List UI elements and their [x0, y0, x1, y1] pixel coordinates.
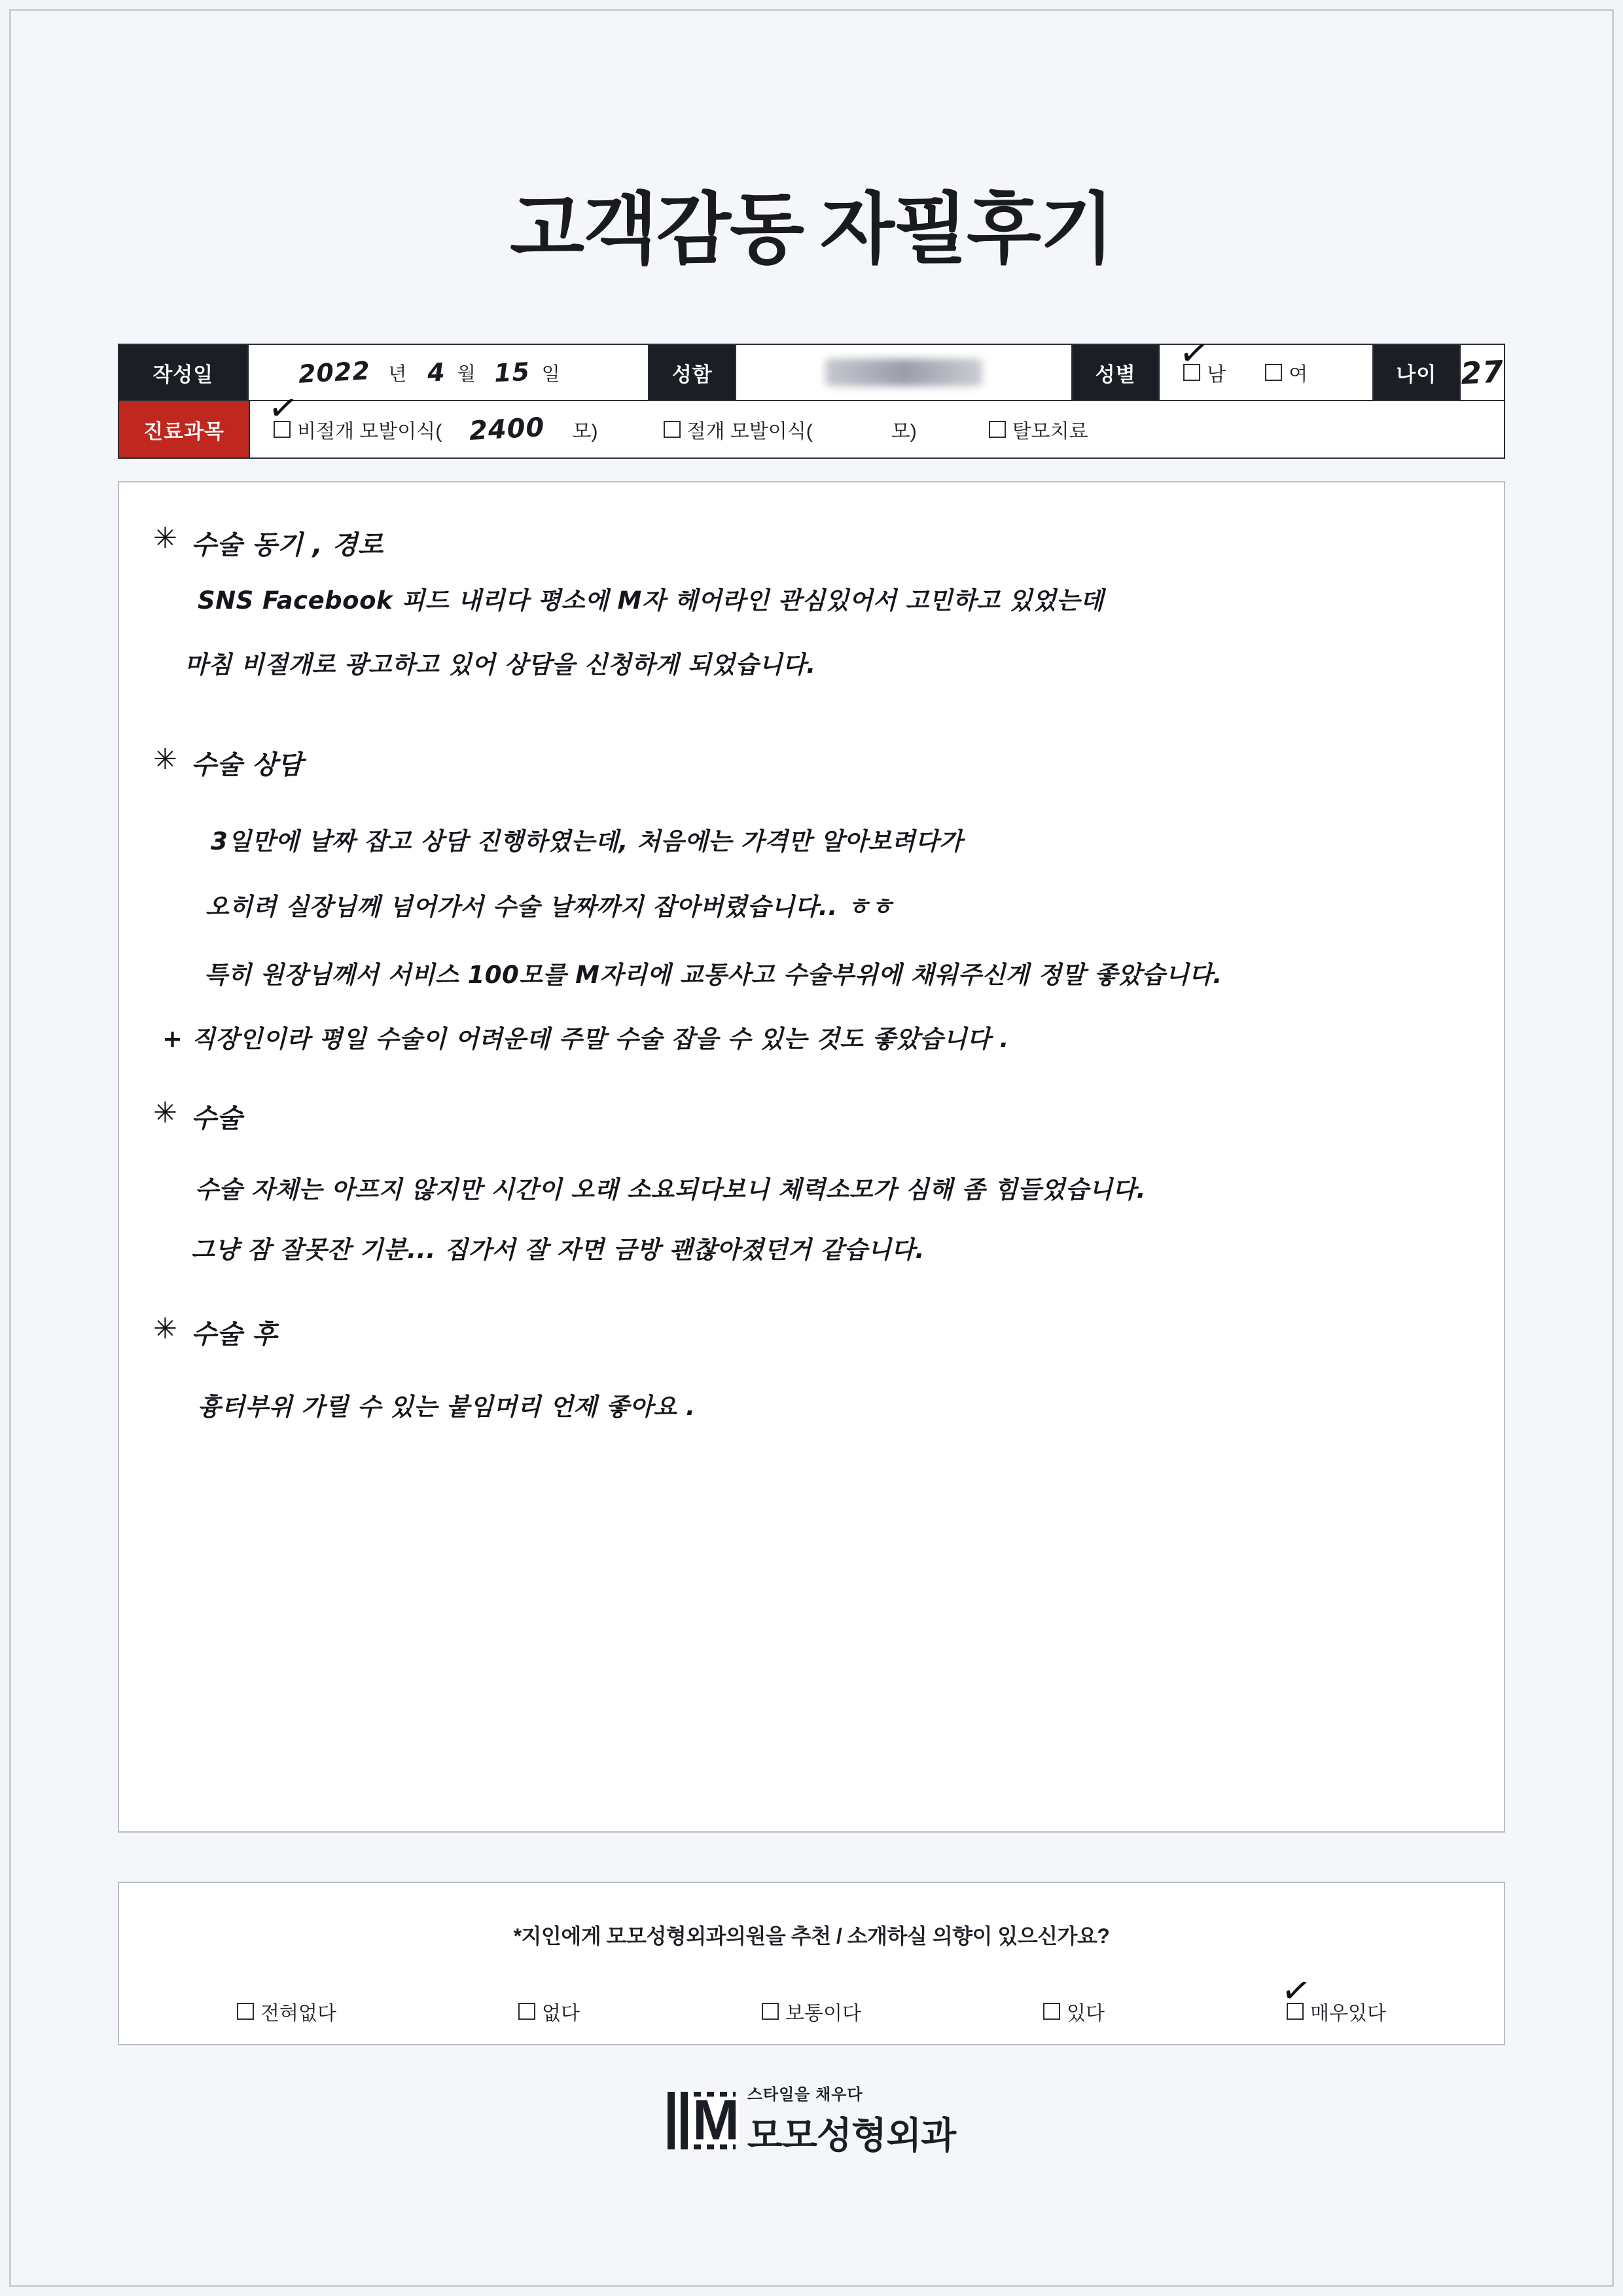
- gender-option-female[interactable]: [1265, 358, 1308, 387]
- checkbox-survey-1[interactable]: [518, 2003, 535, 2020]
- department-options[interactable]: [250, 385, 1504, 457]
- survey-options[interactable]: [119, 1967, 1504, 2026]
- survey-option-3-label: 있다: [1067, 2003, 1105, 2024]
- check-mark-nonincision-icon: ✓: [265, 385, 301, 431]
- date-day-value[interactable]: 15: [493, 357, 531, 388]
- dept-option-incision-label: 절개 모발이식(: [687, 421, 813, 442]
- survey-option-1-label: 없다: [541, 2003, 580, 2024]
- age-label: 나이: [1374, 345, 1461, 400]
- date-month-value[interactable]: 4: [427, 357, 446, 387]
- date-label: 작성일: [119, 345, 249, 400]
- review-line-4-1: 흉터부위 가릴 수 있는 붙임머리 언제 좋아요 .: [198, 1393, 696, 1421]
- name-redacted: [825, 359, 982, 386]
- review-form-sheet: [39, 26, 1584, 2265]
- survey-option-3[interactable]: [1043, 1997, 1105, 2026]
- survey-option-4-label: 매우있다: [1310, 2003, 1386, 2024]
- referral-survey: [118, 1882, 1505, 2045]
- checkbox-female[interactable]: [1265, 364, 1282, 381]
- survey-option-0-label: 전혀없다: [260, 2003, 336, 2024]
- gender-options[interactable]: [1160, 330, 1373, 400]
- department-label: 진료과목: [119, 401, 250, 457]
- survey-option-4[interactable]: [1278, 1967, 1386, 2026]
- bullet-star-icon-3: ✳: [153, 1096, 177, 1130]
- dept-option-nonincision-close: 모): [572, 421, 598, 442]
- survey-option-2-label: 보통이다: [785, 2003, 861, 2024]
- checkbox-survey-2[interactable]: [762, 2003, 779, 2020]
- dept-option-nonincision[interactable]: [265, 385, 598, 446]
- survey-option-0[interactable]: [237, 1997, 336, 2026]
- check-mark-survey-icon: ✓: [1278, 1967, 1315, 2014]
- logo-text: [747, 2081, 956, 2159]
- review-heading-2: 수술 상담: [191, 750, 303, 780]
- gender-option-male[interactable]: [1176, 330, 1226, 387]
- date-year-value[interactable]: 2022: [297, 356, 371, 389]
- info-row-primary: [119, 330, 1505, 401]
- dept-nonincision-count[interactable]: 2400: [469, 412, 546, 446]
- survey-question: *지인에게 모모성형외과의원을 추천 / 소개하실 의향이 있으신가요?: [513, 1924, 1110, 1948]
- review-heading-4: 수술 후: [191, 1319, 277, 1350]
- name-value-field[interactable]: [736, 345, 1073, 400]
- review-heading-3: 수술: [191, 1103, 243, 1134]
- review-line-2-2: 오히려 실장님께 넘어가서 수술 날짜까지 잡아버렸습니다.. ㅎㅎ: [205, 893, 894, 921]
- handwritten-review-area[interactable]: [118, 481, 1505, 1833]
- page-title: [39, 167, 1584, 278]
- survey-option-2[interactable]: [762, 1997, 861, 2026]
- checkbox-hairloss[interactable]: [989, 421, 1006, 438]
- clinic-logo: [39, 2081, 1584, 2159]
- bullet-star-icon-4: ✳: [153, 1312, 177, 1346]
- review-line-2-1: 3일만에 날짜 잡고 상담 진행하였는데, 처음에는 가격만 알아보려다가: [211, 827, 963, 855]
- date-day-unit: 일: [541, 363, 560, 385]
- age-value[interactable]: 27: [1459, 353, 1505, 391]
- gender-male-label: 남: [1207, 364, 1226, 386]
- dept-option-hairloss-label: 탈모치료: [1012, 421, 1088, 442]
- date-year-unit: 년: [388, 363, 407, 385]
- info-row-department: [119, 385, 1504, 457]
- bullet-star-icon-2: ✳: [153, 743, 177, 776]
- logo-mark-icon: [668, 2092, 736, 2149]
- title-part-2: 자필후기: [820, 187, 1113, 273]
- review-line-1-2: 마침 비절개로 광고하고 있어 상담을 신청하게 되었습니다.: [185, 651, 816, 679]
- title-part-1: 고객감동: [510, 187, 803, 273]
- checkbox-nonincision[interactable]: [274, 421, 291, 438]
- checkbox-male[interactable]: [1183, 364, 1200, 381]
- checkbox-incision[interactable]: [664, 421, 681, 438]
- gender-female-label: 여: [1289, 364, 1308, 386]
- review-line-3-2: 그냥 잠 잘못잔 기분... 집가서 잘 자면 금방 괜찮아졌던거 같습니다.: [191, 1236, 925, 1264]
- review-heading-1: 수술 동기 , 경로: [191, 530, 383, 560]
- dept-option-incision[interactable]: [664, 415, 917, 444]
- dept-option-incision-close: 모): [891, 421, 917, 442]
- logo-tagline: 스타일을 채우다: [747, 2086, 863, 2104]
- age-value-field[interactable]: [1461, 345, 1504, 400]
- date-month-unit: 월: [457, 363, 476, 385]
- patient-info-table: [118, 330, 1505, 459]
- checkbox-survey-0[interactable]: [237, 2003, 254, 2020]
- survey-option-1[interactable]: [518, 1997, 580, 2026]
- logo-name: 모모성형외과: [747, 2115, 956, 2156]
- gender-label: 성별: [1073, 345, 1160, 400]
- checkbox-survey-3[interactable]: [1043, 2003, 1060, 2020]
- dept-option-hairloss[interactable]: [989, 415, 1088, 444]
- name-label: 성함: [649, 345, 736, 400]
- checkbox-survey-4[interactable]: [1287, 2003, 1304, 2020]
- dept-option-nonincision-label: 비절개 모발이식(: [297, 421, 442, 442]
- review-line-1-1: SNS Facebook 피드 내리다 평소에 M자 헤어라인 관심있어서 고민하고 있었는데: [198, 586, 1104, 615]
- review-line-3-1: 수술 자체는 아프지 않지만 시간이 오래 소요되다보니 체력소모가 심해 좀 힘들었습니다.: [195, 1175, 1147, 1204]
- review-line-2-4: + 직장인이라 평일 수술이 어려운데 주말 수술 잡을 수 있는 것도 좋았습니다 .: [162, 1025, 1009, 1053]
- review-line-2-3: 특히 원장님께서 서비스 100모를 M자리에 교통사고 수술부위에 채워주신게 정말 좋았습니다.: [204, 961, 1222, 989]
- check-mark-male-icon: ✓: [1176, 330, 1213, 376]
- bullet-star-icon-1: ✳: [153, 522, 177, 555]
- date-fields[interactable]: [249, 345, 650, 400]
